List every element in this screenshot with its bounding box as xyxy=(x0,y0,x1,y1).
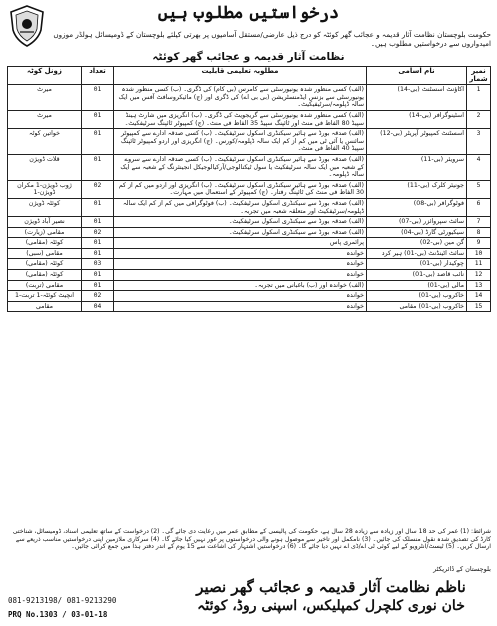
table-row xyxy=(8,110,491,128)
row-count: 01 xyxy=(82,248,114,259)
row-qualification: خواندہ xyxy=(114,301,367,312)
header-post: نام آسامی xyxy=(367,67,467,85)
row-serial: 4 xyxy=(467,154,491,180)
row-qualification: (الف) صدقہ بورڈ سے سیکنڈری اسکول سرٹیفکیٹ۔ (ب) فوٹوگرافی میں کم از کم ایک سالہ ڈپلومہ/سرٹیفکیٹ اور متعلقہ شعبہ میں تجربہ۔ xyxy=(114,198,367,216)
row-post-name: اسسٹنٹ کمپیوٹر آپریٹر (بی-12) xyxy=(367,129,467,155)
row-serial: 12 xyxy=(467,270,491,281)
table-row xyxy=(8,259,491,270)
row-domicile: کوئٹہ (مقامی) xyxy=(8,238,82,249)
row-domicile: میرٹ xyxy=(8,85,82,111)
row-qualification: خواندہ xyxy=(114,248,367,259)
header-count: تعداد xyxy=(82,67,114,85)
row-count: 01 xyxy=(82,85,114,111)
row-post-name: چوکیدار (بی-01) xyxy=(367,259,467,270)
table-row xyxy=(8,280,491,291)
vacancy-table xyxy=(7,66,491,312)
header-serial: نمبر شمار xyxy=(467,67,491,85)
row-serial: 11 xyxy=(467,259,491,270)
row-post-name: سائٹ اٹینڈنٹ (بی-01) ہیر کرد xyxy=(367,248,467,259)
row-domicile: مقامی (زیارت) xyxy=(8,227,82,238)
page-title: درخواستیں مطلوب ہیں xyxy=(157,3,340,23)
row-post-name: اسٹینوگرافر (بی-14) xyxy=(367,110,467,128)
row-domicile: مقامی (تربت) xyxy=(8,280,82,291)
row-post-name: سائٹ سپروائزر (بی-07) xyxy=(367,217,467,228)
row-qualification: (الف) خواندہ اور (ب) باغبانی میں تجربہ۔ xyxy=(114,280,367,291)
table-row xyxy=(8,291,491,302)
row-post-name: جونیئر کلرک (بی-11) xyxy=(367,180,467,198)
row-qualification: (الف) صدقہ بورڈ سے سیکنڈری اسکول سرٹیفکیٹ۔ xyxy=(114,227,367,238)
row-qualification: (الف) صدقہ بورڈ سے سیکنڈری اسکول سرٹیفکیٹ۔ xyxy=(114,217,367,228)
row-post-name: نائب قاصد (بی-01) xyxy=(367,270,467,281)
row-count: 01 xyxy=(82,217,114,228)
row-serial: 13 xyxy=(467,280,491,291)
table-row xyxy=(8,238,491,249)
table-row xyxy=(8,198,491,216)
row-domicile: میرٹ xyxy=(8,110,82,128)
row-domicile: کوئٹہ (مقامی) xyxy=(8,270,82,281)
table-row xyxy=(8,270,491,281)
table-row xyxy=(8,129,491,155)
intro-paragraph: حکومت بلوچستان نظامت آثار قدیمہ و عجائب گھر کوئٹہ کو درج ذیل عارضی/مستقل آسامیوں پر بھرتی کیلئے بلوچستان کے ڈومیسائل ہولڈر موزوں امیدواروں سے درخواستیں مطلوب ہیں۔ xyxy=(53,30,491,48)
row-post-name: گن مین (بی-02) xyxy=(367,238,467,249)
row-serial: 9 xyxy=(467,238,491,249)
row-domicile: نصیر آباد ڈویژن xyxy=(8,217,82,228)
row-qualification: (الف) صدقہ بورڈ سے ہائیر سیکنڈری اسکول سرٹیفکیٹ۔ (ب) کسی صدقہ ادارے سے کمپیوٹر سائنس یا آئی ٹی میں کم از کم ایک سالہ ڈپلومہ/کورس۔ (ج) انگریزی اور اردو کمپیوٹر ٹائپنگ سپیڈ 40 الفاظ فی منٹ۔ xyxy=(114,129,367,155)
row-qualification: خواندہ xyxy=(114,270,367,281)
table-row xyxy=(8,180,491,198)
department-heading: نظامت آثار قدیمہ و عجائب گھر کوئٹہ xyxy=(152,51,345,63)
row-serial: 8 xyxy=(467,227,491,238)
row-qualification: خواندہ xyxy=(114,259,367,270)
table-header-row xyxy=(8,67,491,85)
row-domicile: کوئٹہ ڈویژن xyxy=(8,198,82,216)
row-count: 01 xyxy=(82,110,114,128)
row-serial: 6 xyxy=(467,198,491,216)
row-serial: 7 xyxy=(467,217,491,228)
row-count: 02 xyxy=(82,291,114,302)
row-post-name: سرویئر (بی-11) xyxy=(367,154,467,180)
row-count: 01 xyxy=(82,154,114,180)
table-row xyxy=(8,85,491,111)
row-count: 01 xyxy=(82,270,114,281)
row-post-name: خاکروب (بی-01) مقامی xyxy=(367,301,467,312)
row-domicile: مقامی (سبی) xyxy=(8,248,82,259)
row-count: 01 xyxy=(82,129,114,155)
header-domicile: زونل کوٹہ xyxy=(8,67,82,85)
row-qualification: (الف) صدقہ بورڈ سے ہائیر سیکنڈری اسکول سرٹیفکیٹ۔ (ب) انگریزی اور اردو میں کم از کم 30 الفاظ فی منٹ کی ٹائپنگ رفتار۔ (ج) کمپیوٹر کے استعمال میں مہارت۔ xyxy=(114,180,367,198)
row-serial: 1 xyxy=(467,85,491,111)
row-serial: 15 xyxy=(467,301,491,312)
row-qualification: (الف) صدقہ بورڈ سے ہائیر سیکنڈری اسکول سرٹیفکیٹ۔ (ب) کسی صدقہ ادارے سے سروے کے شعبہ میں ایک سالہ سرٹیفکیٹ یا سول ٹیکنالوجی/آرکیالوجیکل انجینئرنگ کے شعبہ سے ایک سالہ ڈپلومہ۔ xyxy=(114,154,367,180)
row-post-name: فوٹوگرافر (بی-08) xyxy=(367,198,467,216)
row-post-name: سیکیورٹی گارڈ (بی-04) xyxy=(367,227,467,238)
row-count: 03 xyxy=(82,259,114,270)
row-domicile: ژوب ڈویژن-1 مکران ڈویژن-1 xyxy=(8,180,82,198)
row-count: 01 xyxy=(82,238,114,249)
prq-number: PRQ No.1303 / 03-01-18 xyxy=(8,610,108,619)
issuer-address: خان نوری کلچرل کمپلیکس، اسپنی روڈ، کوئٹہ xyxy=(197,598,465,614)
row-domicile: کوئٹہ (مقامی) xyxy=(8,259,82,270)
row-domicile: قلات ڈویژن xyxy=(8,154,82,180)
row-domicile: خواتین کوٹہ xyxy=(8,129,82,155)
table-row xyxy=(8,301,491,312)
phone-numbers: 081-9213198/ 081-9213290 xyxy=(8,596,117,605)
signature-line: بلوچستان کے ڈائریکٹر xyxy=(433,565,491,573)
row-serial: 10 xyxy=(467,248,491,259)
row-count: 02 xyxy=(82,180,114,198)
row-qualification: (الف) کسی منظور شدہ یونیورسٹی سے کامرس (بی کام) کی ڈگری۔ (ب) کسی منظور شدہ یونیورسٹی سے بزنس ایڈمنسٹریشن (بی بی اے) کی ڈگری اور (ج) مائیکروسافٹ آفس میں ایک سالہ ڈپلومہ/سرٹیفیکیٹ۔ xyxy=(114,85,367,111)
table-row xyxy=(8,154,491,180)
issuer-title: ناظم نظامت آثار قدیمہ و عجائب گھر نصیر xyxy=(196,578,466,596)
row-post-name: خاکروب (بی-01) xyxy=(367,291,467,302)
table-row xyxy=(8,248,491,259)
row-post-name: مالی (بی-01) xyxy=(367,280,467,291)
row-count: 01 xyxy=(82,280,114,291)
row-serial: 5 xyxy=(467,180,491,198)
row-qualification: خواندہ xyxy=(114,291,367,302)
table-row xyxy=(8,227,491,238)
terms-and-conditions: شرائط: (1) عمر کی حد 18 سال اور زیادہ سے زیادہ 28 سال ہے، حکومت کی پالیسی کے مطابق عمر میں رعایت دی جائے گی۔ (2) درخواست کے ساتھ تعلیمی اسناد، ڈومیسائل، شناختی کارڈ کی تصدیق شدہ نقول منسلک کی جائیں۔ (3) نامکمل اور تاخیر سے موصول ہونے والی درخواستوں پر غور نہیں کیا جائے گا۔ (4) سرکاری ملازمین اپنی درخواستیں مناسب ذریعے سے ارسال کریں۔ (5) ٹیسٹ/انٹرویو کے لیے کوئی ٹی اے/ڈی اے نہیں دیا جائے گا۔ (6) درخواستیں اشتہار کی اشاعت سے 15 یوم کے اندر دفتر ہذا میں جمع کرائی جائیں۔ xyxy=(12,528,491,551)
row-serial: 14 xyxy=(467,291,491,302)
row-domicile: مقامی xyxy=(8,301,82,312)
row-count: 04 xyxy=(82,301,114,312)
row-domicile: انچیٹ کوئٹہ-1 تربت-1 xyxy=(8,291,82,302)
header-qualification: مطلوبہ تعلیمی قابلیت xyxy=(114,67,367,85)
table-row xyxy=(8,217,491,228)
row-qualification: (الف) کسی منظور شدہ یونیورسٹی سے گریجویٹ کی ڈگری۔ (ب) انگریزی میں شارٹ ہینڈ سپیڈ 80 الفاظ فی منٹ اور ٹائپنگ سپیڈ 35 الفاظ فی منٹ۔ (ج) کمپیوٹر ٹائپنگ سرٹیفکیٹ۔ xyxy=(114,110,367,128)
row-post-name: اکاؤنٹ اسسٹنٹ (بی-14) xyxy=(367,85,467,111)
row-count: 01 xyxy=(82,198,114,216)
row-serial: 3 xyxy=(467,129,491,155)
row-count: 02 xyxy=(82,227,114,238)
row-serial: 2 xyxy=(467,110,491,128)
row-qualification: پرائمری پاس xyxy=(114,238,367,249)
